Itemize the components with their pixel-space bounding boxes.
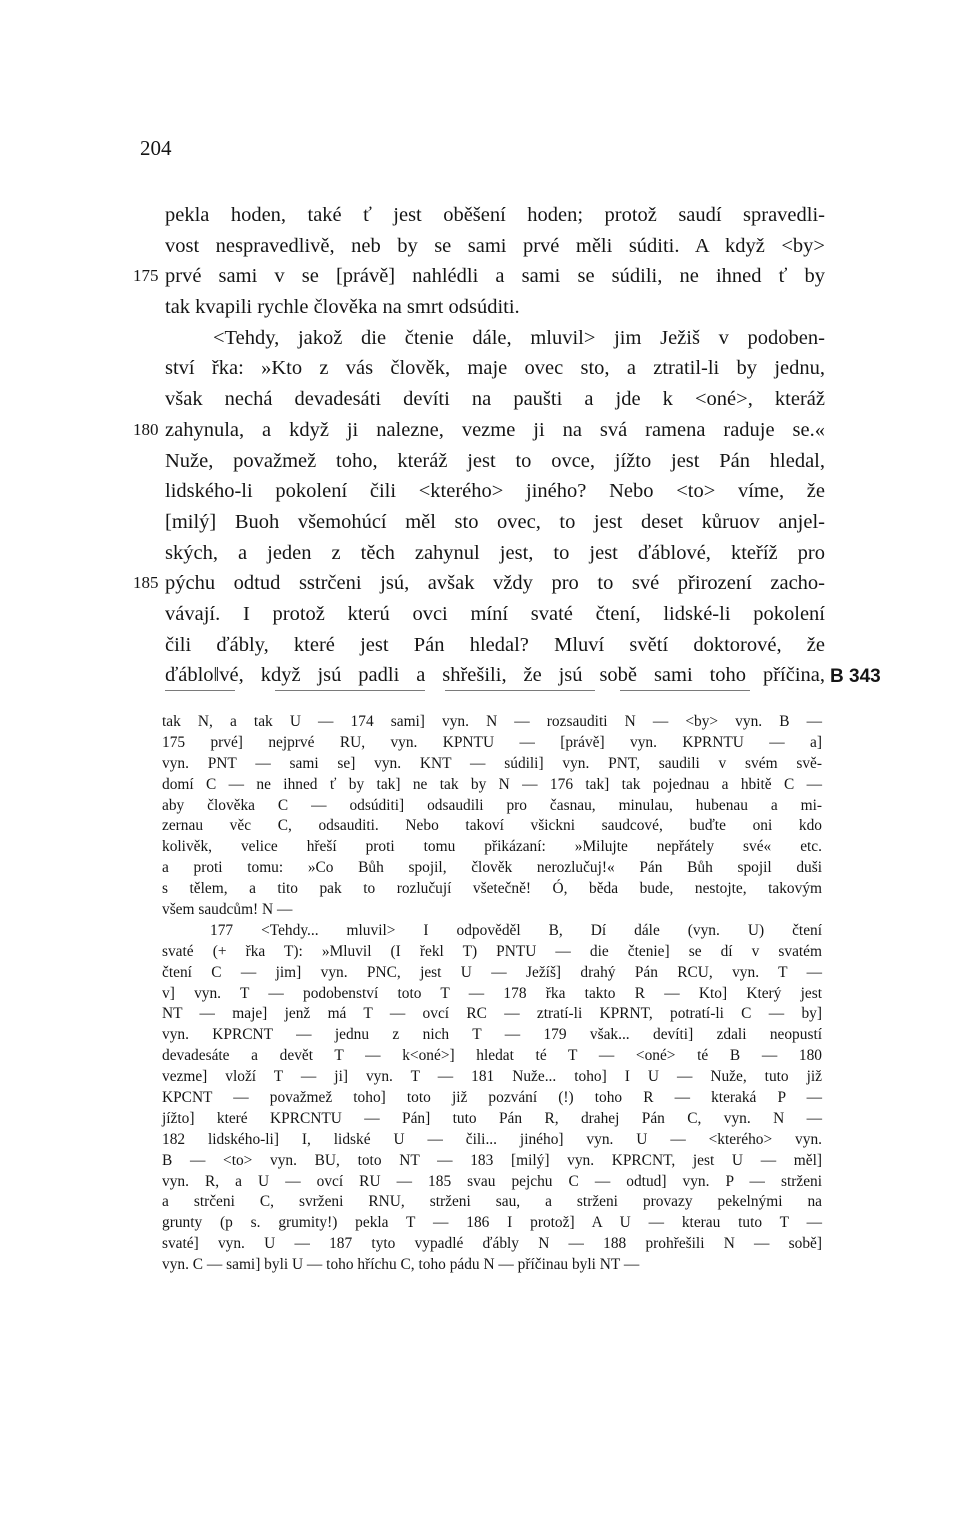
- line-text: čili ďábly, které jest Pán hledal? Mluví světí doktorové, že: [165, 633, 825, 656]
- apparatus-line: 175 prvé] nejprvé RU, vyn. KPNTU — [právě] vyn. KPRNTU — a]: [162, 733, 822, 751]
- text-line: [133, 415, 825, 446]
- line-text: zahynula, a když ji nalezne, vezme ji na svá ramena raduje se.«: [165, 418, 825, 441]
- line-text: ských, a jeden z těch zahynul jest, to jest ďáblové, kteříž pro: [165, 541, 825, 564]
- line-text: tak kvapili rychle člověka na smrt odsúditi.: [165, 296, 520, 319]
- divider-segment: [165, 690, 235, 691]
- line-text: lidského-li pokolení čili <kterého> jiného? Nebo <to> víme, že: [165, 480, 825, 503]
- apparatus-line: grunty (p s. grumity!) pekla T — 186 I protož] A U — kterau tuto T —: [162, 1214, 822, 1232]
- apparatus-line: KPCNT — považmež toho] toto již pozvání (!) toho R — kteraká P —: [162, 1089, 822, 1107]
- apparatus-line: jížto] které KPRCNTU — Pán] tuto Pán R, drahej Pán C, vyn. N —: [162, 1109, 822, 1127]
- divider-segment: [275, 690, 425, 691]
- text-line: [165, 323, 825, 354]
- line-text: Nuže, považmež toho, kteráž jest to ovce, jížto jest Pán hledal,: [165, 449, 825, 472]
- text-line: [165, 476, 825, 507]
- apparatus-line: vyn. R, a U — ovcí RU — 185 svau pejchu C — odtud] vyn. P — strženi: [162, 1172, 822, 1190]
- apparatus-line: 182 lidského-li] I, lidské U — čili... jiného] vyn. U — <kterého> vyn.: [162, 1130, 822, 1148]
- apparatus-line: vyn. C — sami] byli U — toho hříchu C, toho pádu N — příčinau byli NT —: [162, 1256, 640, 1274]
- critical-apparatus: [162, 712, 822, 1276]
- text-line: [165, 630, 825, 661]
- margin-reference: B 343: [830, 666, 881, 688]
- apparatus-line: kolivěk, velice hřeší proti tomu přikázaní: »Milujte nepřátely své« etc.: [162, 838, 822, 856]
- line-text: však nechá devadesáti devíti na paušti a jde k <oné>, kteráž: [165, 388, 825, 411]
- apparatus-line: vezme] vloží T — ji] vyn. T — 181 Nuže... toho] I U — Nuže, tuto již: [162, 1068, 822, 1086]
- apparatus-line: NT — maje] jenž má T — ovcí RC — ztratí-li KPRNT, potratí-li C — by]: [162, 1005, 822, 1023]
- apparatus-line: svaté] vyn. U — 187 tyto vypadlé ďábly N — 188 prohřešili N — sobě]: [162, 1235, 822, 1253]
- apparatus-line: všem saudcům! N —: [162, 901, 293, 919]
- apparatus-line: domí C — ne ihned ť by tak] ne tak by N — 176 tak] tak pojednau a hbitě C —: [162, 775, 822, 793]
- line-number: 175: [133, 266, 159, 286]
- page-number: 204: [140, 136, 172, 160]
- apparatus-line: devadesáte a devět T — k<oné>] hledat té T — <oné> té B — 180: [162, 1047, 822, 1065]
- text-line: [133, 261, 825, 292]
- text-line: [165, 599, 825, 630]
- text-line: [165, 446, 825, 477]
- line-text: ďáblo‖vé, když jsú padli a shřešili, že jsú sobě sami toho příčina,: [165, 664, 825, 687]
- text-line: [165, 353, 825, 384]
- line-number: 180: [133, 419, 159, 439]
- apparatus-line: tak N, a tak U — 174 sami] vyn. N — rozsauditi N — <by> vyn. B —: [162, 713, 822, 730]
- text-line: [133, 568, 825, 599]
- line-text: vávají. I protož kterú ovci míní svaté čtení, lidské-li pokolení: [165, 602, 825, 625]
- line-text: pekla hoden, také ť jest oběšení hoden; protož saudí spravedli-: [165, 204, 825, 226]
- text-line: [165, 660, 881, 691]
- line-text: pýchu odtud sstrčeni jsú, avšak vždy pro to své přirození zacho-: [165, 572, 825, 595]
- apparatus-line: a strčeni C, svrženi RNU, strženi sau, a strženi provazy pekelnými na: [162, 1193, 822, 1211]
- footnote-divider: [165, 690, 825, 696]
- text-line: [165, 200, 825, 231]
- text-line: [165, 292, 825, 323]
- text-line: [165, 507, 825, 538]
- line-text: [milý] Buoh všemohúcí měl sto ovec, to jest deset kůruov anjel-: [165, 510, 825, 533]
- text-line: [165, 538, 825, 569]
- apparatus-line: 177 <Tehdy... mluvil> I odpověděl B, Dí dále (vyn. U) čtení: [210, 921, 822, 939]
- apparatus-line: zernau věc C, odsauditi. Nebo takoví všickni saudcové, buďte oni kdo: [162, 817, 822, 835]
- apparatus-line: B — <to> vyn. BU, toto NT — 183 [milý] vyn. KPRCNT, jest U — měl]: [162, 1151, 822, 1169]
- apparatus-line: svaté (+ řka T): »Mluvil (I řekl T) PNTU — die čtenie] se dí v svatém: [162, 942, 822, 960]
- apparatus-line: aby člověka C — odsúditi] odsaudili pro časnau, minulau, hubenau a mi-: [162, 796, 822, 814]
- line-text: ství řka: »Kto z vás člověk, maje ovec sto, a ztratil-li by jednu,: [165, 357, 825, 380]
- main-text: [133, 200, 881, 691]
- line-number: 185: [133, 573, 159, 593]
- line-text: vost nespravedlivě, neb by se sami prvé měli súditi. A když <by>: [165, 234, 825, 257]
- divider-segment: [620, 690, 750, 691]
- text-line: [165, 384, 825, 415]
- text-line: [165, 231, 825, 262]
- apparatus-line: vyn. KPRCNT — jednu z nich T — 179 však... devíti] zdali neopustí: [162, 1026, 822, 1044]
- apparatus-line: čtení C — jim] vyn. PNC, jest U — Ježíš] drahý Pán RCU, vyn. T —: [162, 963, 822, 981]
- apparatus-line: v] vyn. T — podobenství toto T — 178 řka takto R — Kto] Který jest: [162, 984, 822, 1002]
- line-text: <Tehdy, jakož die čtenie dále, mluvil> jim Ježiš v podoben-: [213, 326, 825, 349]
- divider-segment: [445, 690, 595, 691]
- apparatus-line: vyn. PNT — sami se] vyn. KNT — súdili] vyn. PNT, saudili v svém svě-: [162, 754, 822, 772]
- apparatus-line: a proti tomu: »Co Bůh spojil, člověk nerozlučuj!« Pán Bůh spojil duši: [162, 859, 822, 877]
- line-text: prvé sami v se [právě] nahlédli a sami se súdili, ne ihned ť by: [165, 265, 825, 288]
- apparatus-line: s tělem, a tito pak to rozlučují všetečně! Ó, běda bude, nestojte, takovým: [162, 880, 822, 898]
